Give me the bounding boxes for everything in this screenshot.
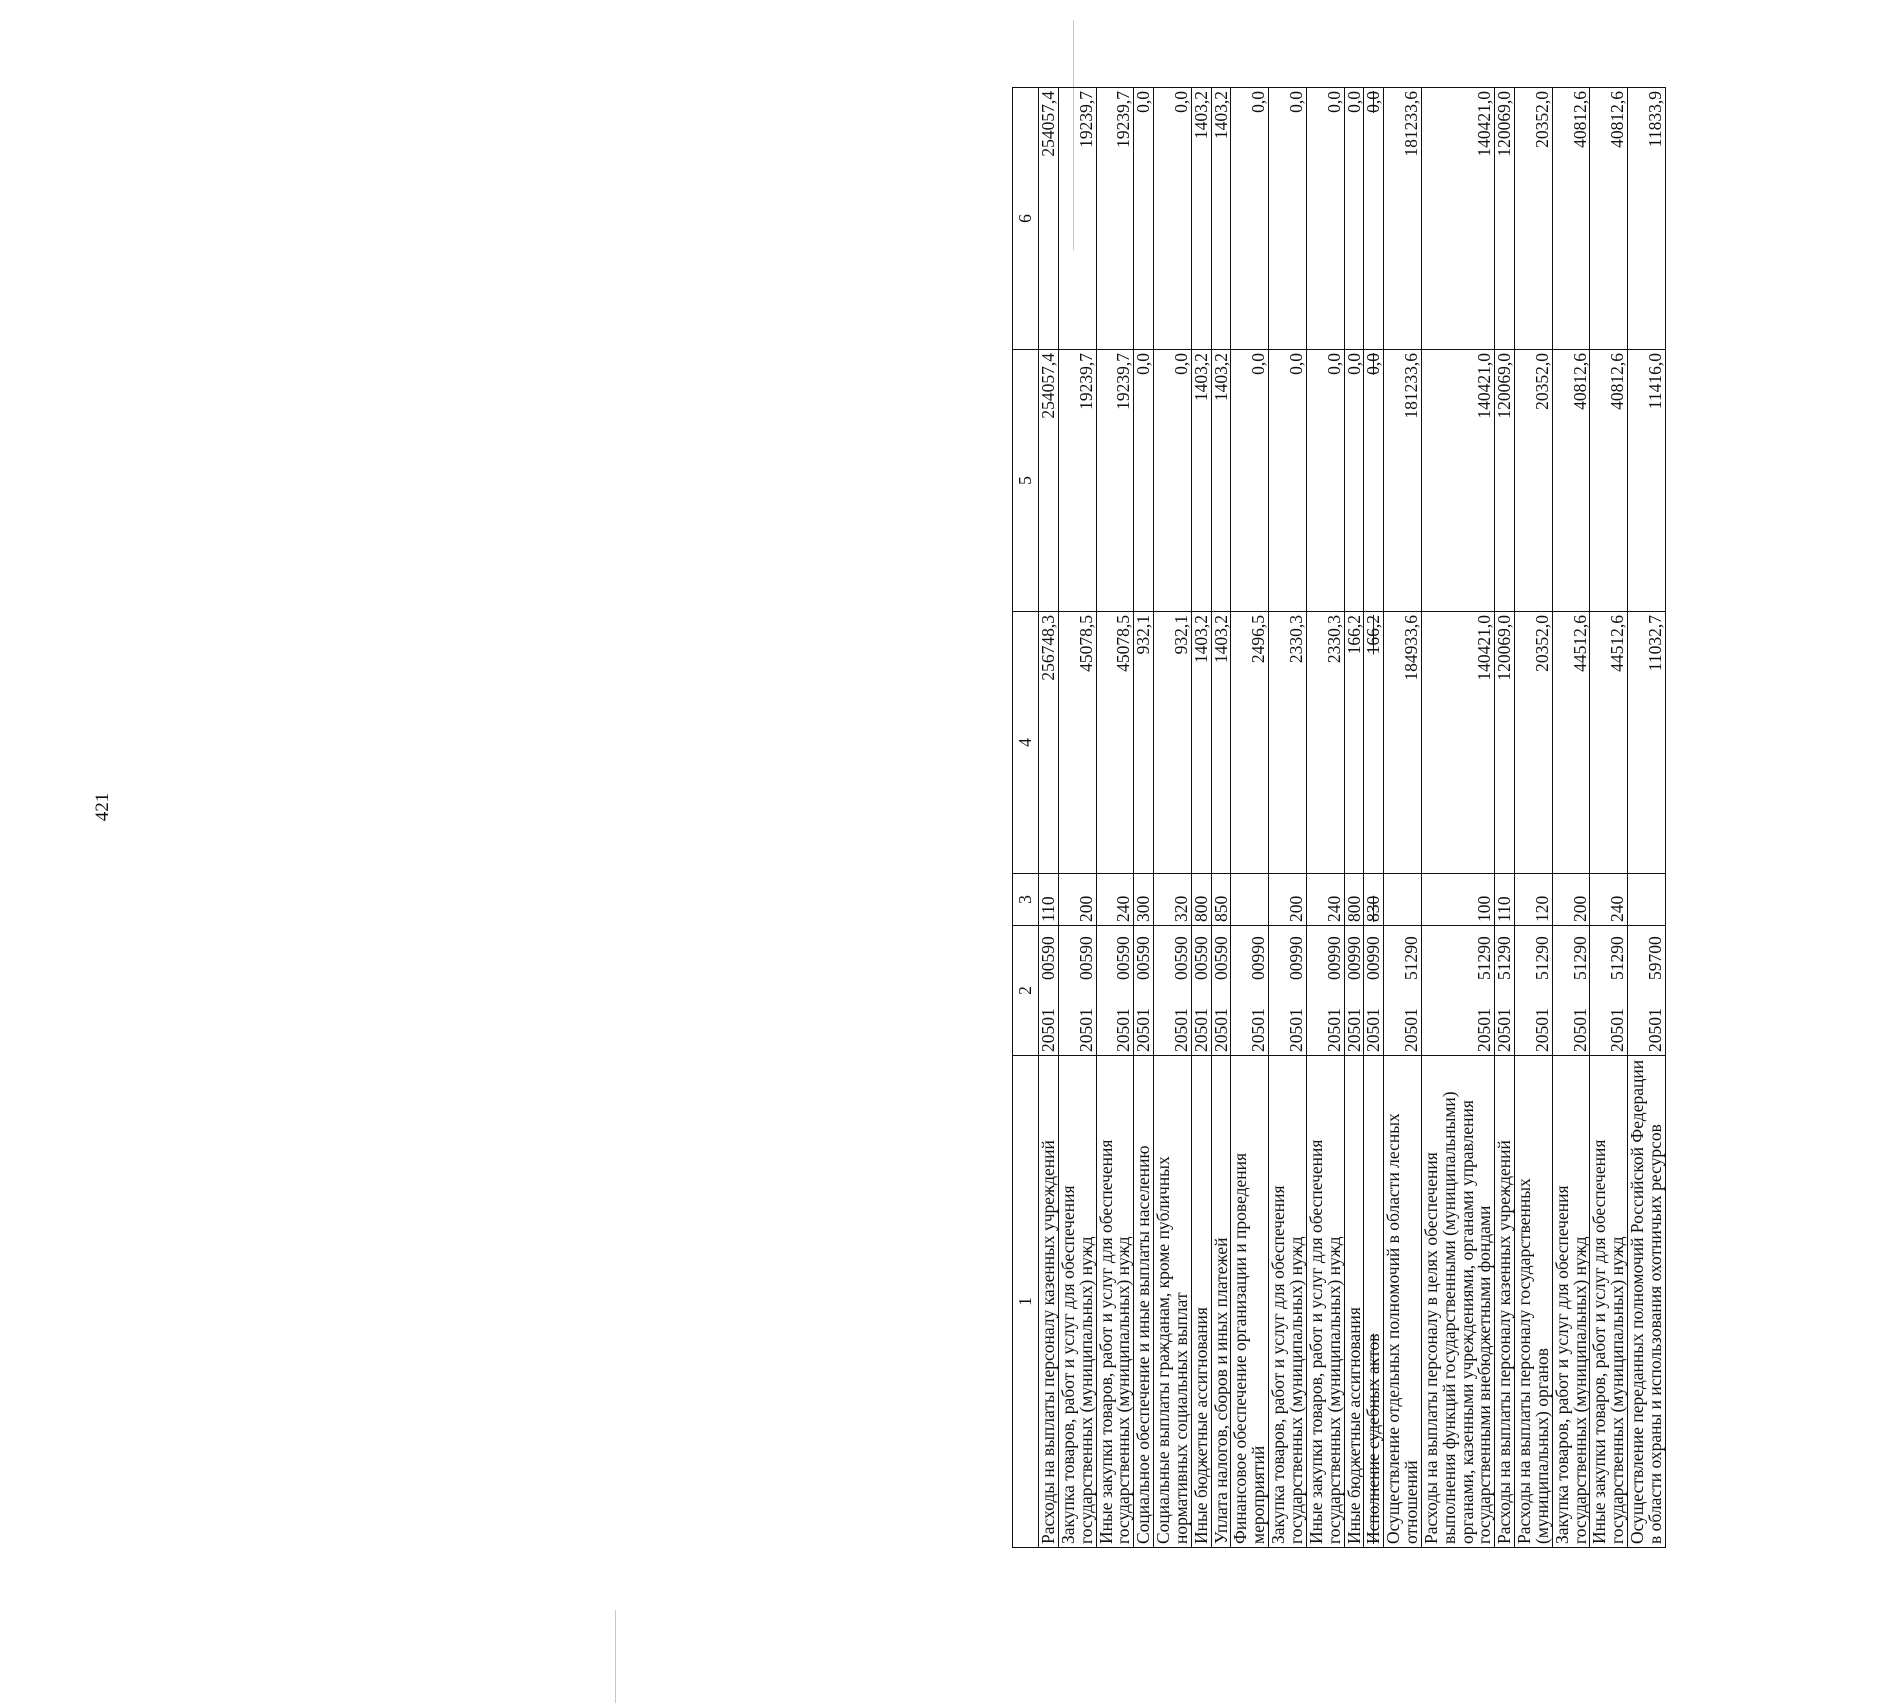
- cell-col-4: 932,1: [1134, 612, 1154, 874]
- cell-col-5: 19239,7: [1096, 350, 1134, 612]
- cell-col-6: 0,0: [1134, 88, 1154, 350]
- cell-col-4: 44512,6: [1590, 612, 1628, 874]
- cell-expense-type: 800: [1344, 874, 1364, 926]
- cell-name: Иные закупки товаров, работ и услуг для обеспечения государственных (муниципальных) нужд: [1590, 1056, 1628, 1548]
- header-col-5: 5: [1013, 350, 1039, 612]
- header-col-6: 6: [1013, 88, 1039, 350]
- cell-expense-type: 850: [1211, 874, 1231, 926]
- cell-col-5: 0,0: [1154, 350, 1192, 612]
- cell-name: Осуществление переданных полномочий Российской Федерации в области охраны и использования охотничьих ресурсов: [1628, 1056, 1666, 1548]
- code-part-b: 00590: [1190, 936, 1211, 980]
- table-row: [1306, 88, 1344, 1548]
- table-row: [1211, 88, 1231, 1548]
- cell-col-6: 0,0: [1306, 88, 1344, 350]
- table-row: [1421, 88, 1494, 1548]
- code-part-b: 51290: [1474, 936, 1495, 980]
- cell-col-5: 0,0: [1231, 350, 1269, 612]
- cell-expense-type: [1628, 874, 1666, 926]
- cell-col-5: 140421,0: [1421, 350, 1494, 612]
- cell-target-code: [1058, 926, 1096, 1056]
- code-part-a: 20501: [1133, 1008, 1154, 1052]
- cell-col-6: 40812,6: [1590, 88, 1628, 350]
- cell-col-6: 254057,4: [1039, 88, 1059, 350]
- cell-expense-type: 200: [1269, 874, 1307, 926]
- cell-name: Закупка товаров, работ и услуг для обеспечения государственных (муниципальных) нужд: [1552, 1056, 1590, 1548]
- cell-target-code: [1384, 926, 1422, 1056]
- cell-name: Иные закупки товаров, работ и услуг для обеспечения государственных (муниципальных) нужд: [1306, 1056, 1344, 1548]
- cell-name: Расходы на выплаты персоналу казенных учреждений: [1495, 1056, 1515, 1548]
- cell-expense-type: [1384, 874, 1422, 926]
- cell-target-code: [1421, 926, 1494, 1056]
- table-row: [1269, 88, 1307, 1548]
- page-number: 421: [92, 792, 113, 822]
- cell-expense-type: 120: [1515, 874, 1553, 926]
- cell-expense-type: 300: [1134, 874, 1154, 926]
- code-part-b: 00590: [1113, 936, 1134, 980]
- code-part-a: 20501: [1190, 1008, 1211, 1052]
- cell-expense-type: [1231, 874, 1269, 926]
- cell-expense-type: 320: [1154, 874, 1192, 926]
- table-row: [1134, 88, 1154, 1548]
- header-col-2: 2: [1013, 926, 1039, 1056]
- cell-name: Иные бюджетные ассигнования: [1344, 1056, 1364, 1548]
- cell-col-4: 20352,0: [1515, 612, 1553, 874]
- cell-col-4: 2330,3: [1306, 612, 1344, 874]
- code-part-b: 00990: [1363, 936, 1384, 980]
- code-part-a: 20501: [1038, 1008, 1058, 1052]
- cell-name: Уплата налогов, сборов и иных платежей: [1211, 1056, 1231, 1548]
- cell-target-code: [1628, 926, 1666, 1056]
- code-part-b: 51290: [1401, 936, 1422, 980]
- cell-expense-type: 240: [1306, 874, 1344, 926]
- cell-col-5: 40812,6: [1552, 350, 1590, 612]
- cell-col-6: 0,0: [1154, 88, 1192, 350]
- cell-col-5: 0,0: [1306, 350, 1344, 612]
- cell-target-code: [1269, 926, 1307, 1056]
- table-row: [1552, 88, 1590, 1548]
- table-row: [1384, 88, 1422, 1548]
- header-col-4: 4: [1013, 612, 1039, 874]
- cell-name: Расходы на выплаты персоналу государственных (муниципальных) органов: [1515, 1056, 1553, 1548]
- cell-name: Исполнение судебных актов: [1364, 1056, 1384, 1548]
- table-row: [1058, 88, 1096, 1548]
- code-part-a: 20501: [1474, 1008, 1495, 1052]
- table-row: [1039, 88, 1059, 1548]
- cell-col-5: 1403,2: [1191, 350, 1211, 612]
- code-part-a: 20501: [1569, 1008, 1590, 1052]
- budget-table-body: [1013, 88, 1666, 1548]
- cell-col-4: 2496,5: [1231, 612, 1269, 874]
- cell-name: Закупка товаров, работ и услуг для обеспечения государственных (муниципальных) нужд: [1058, 1056, 1096, 1548]
- code-part-b: 51290: [1569, 936, 1590, 980]
- code-part-b: 00590: [1210, 936, 1231, 980]
- cell-col-4: 140421,0: [1421, 612, 1494, 874]
- cell-name: Расходы на выплаты персоналу в целях обеспечения выполнения функций государственными (муниципальными) органами, казенными учреждениями, органами управления государственными внебюджетными фондами: [1421, 1056, 1494, 1548]
- cell-name: Социальное обеспечение и иные выплаты населению: [1134, 1056, 1154, 1548]
- cell-expense-type: 200: [1552, 874, 1590, 926]
- code-part-a: 20501: [1531, 1008, 1552, 1052]
- cell-target-code: [1134, 926, 1154, 1056]
- cell-col-5: 0,0: [1364, 350, 1384, 612]
- cell-col-4: 45078,5: [1058, 612, 1096, 874]
- code-part-a: 20501: [1323, 1008, 1344, 1052]
- cell-target-code: [1306, 926, 1344, 1056]
- code-part-b: 00990: [1323, 936, 1344, 980]
- code-part-a: 20501: [1075, 1008, 1096, 1052]
- cell-name: Финансовое обеспечение организации и проведения мероприятий: [1231, 1056, 1269, 1548]
- cell-col-6: 11833,9: [1628, 88, 1666, 350]
- cell-col-6: 1403,2: [1211, 88, 1231, 350]
- cell-col-6: 181233,6: [1384, 88, 1422, 350]
- table-row: [1344, 88, 1364, 1548]
- code-part-b: 51290: [1607, 936, 1628, 980]
- code-part-a: 20501: [1343, 1008, 1364, 1052]
- cell-col-6: 0,0: [1231, 88, 1269, 350]
- cell-col-4: 120069,0: [1495, 612, 1515, 874]
- cell-col-6: 1403,2: [1191, 88, 1211, 350]
- cell-expense-type: 800: [1191, 874, 1211, 926]
- code-part-a: 20501: [1645, 1008, 1665, 1052]
- code-part-b: 00590: [1075, 936, 1096, 980]
- cell-name: Расходы на выплаты персоналу казенных учреждений: [1039, 1056, 1059, 1548]
- cell-expense-type: 240: [1590, 874, 1628, 926]
- table-row: [1364, 88, 1384, 1548]
- cell-col-4: 1403,2: [1191, 612, 1211, 874]
- cell-expense-type: 110: [1039, 874, 1059, 926]
- cell-col-5: 254057,4: [1039, 350, 1059, 612]
- cell-name: Иные закупки товаров, работ и услуг для обеспечения государственных (муниципальных) нужд: [1096, 1056, 1134, 1548]
- cell-name: Иные бюджетные ассигнования: [1191, 1056, 1211, 1548]
- code-part-b: 00990: [1285, 936, 1306, 980]
- cell-col-5: 1403,2: [1211, 350, 1231, 612]
- header-col-1: 1: [1013, 1056, 1039, 1548]
- code-part-b: 51290: [1531, 936, 1552, 980]
- budget-table: [1012, 87, 1666, 1548]
- cell-target-code: [1211, 926, 1231, 1056]
- cell-col-6: 0,0: [1269, 88, 1307, 350]
- cell-target-code: [1039, 926, 1059, 1056]
- cell-target-code: [1495, 926, 1515, 1056]
- code-part-a: 20501: [1113, 1008, 1134, 1052]
- cell-target-code: [1590, 926, 1628, 1056]
- code-part-a: 20501: [1210, 1008, 1231, 1052]
- cell-col-5: 0,0: [1134, 350, 1154, 612]
- cell-col-5: 181233,6: [1384, 350, 1422, 612]
- cell-expense-type: 240: [1096, 874, 1134, 926]
- cell-col-5: 11416,0: [1628, 350, 1666, 612]
- code-part-b: 00990: [1248, 936, 1269, 980]
- table-row: [1231, 88, 1269, 1548]
- code-part-a: 20501: [1248, 1008, 1269, 1052]
- cell-col-4: 44512,6: [1552, 612, 1590, 874]
- cell-col-6: 140421,0: [1421, 88, 1494, 350]
- cell-col-5: 120069,0: [1495, 350, 1515, 612]
- cell-col-6: 120069,0: [1495, 88, 1515, 350]
- cell-col-4: 166,2: [1364, 612, 1384, 874]
- cell-col-5: 0,0: [1269, 350, 1307, 612]
- cell-col-4: 11032,7: [1628, 612, 1666, 874]
- cell-target-code: [1552, 926, 1590, 1056]
- code-part-a: 20501: [1401, 1008, 1422, 1052]
- cell-expense-type: 110: [1495, 874, 1515, 926]
- code-part-a: 20501: [1363, 1008, 1384, 1052]
- code-part-a: 20501: [1170, 1008, 1191, 1052]
- table-row: [1191, 88, 1211, 1548]
- cell-target-code: [1231, 926, 1269, 1056]
- code-part-b: 59700: [1645, 936, 1665, 980]
- cell-col-5: 20352,0: [1515, 350, 1553, 612]
- code-part-b: 00590: [1038, 936, 1058, 980]
- cell-name: Социальные выплаты гражданам, кроме публичных нормативных социальных выплат: [1154, 1056, 1192, 1548]
- cell-col-5: 40812,6: [1590, 350, 1628, 612]
- cell-col-4: 166,2: [1344, 612, 1364, 874]
- cell-expense-type: 200: [1058, 874, 1096, 926]
- cell-col-6: 19239,7: [1096, 88, 1134, 350]
- cell-name: Осуществление отдельных полномочий в области лесных отношений: [1384, 1056, 1422, 1548]
- cell-col-6: 19239,7: [1058, 88, 1096, 350]
- cell-target-code: [1096, 926, 1134, 1056]
- cell-col-6: 0,0: [1364, 88, 1384, 350]
- table-header-row: [1013, 88, 1039, 1548]
- header-col-3: 3: [1013, 874, 1039, 926]
- code-part-a: 20501: [1494, 1008, 1515, 1052]
- table-row: [1096, 88, 1134, 1548]
- cell-expense-type: 100: [1421, 874, 1494, 926]
- cell-col-4: 1403,2: [1211, 612, 1231, 874]
- cell-col-4: 256748,3: [1039, 612, 1059, 874]
- cell-col-5: 0,0: [1344, 350, 1364, 612]
- code-part-b: 00590: [1170, 936, 1191, 980]
- cell-col-6: 20352,0: [1515, 88, 1553, 350]
- cell-target-code: [1154, 926, 1192, 1056]
- code-part-a: 20501: [1607, 1008, 1628, 1052]
- code-part-b: 00590: [1133, 936, 1154, 980]
- cell-name: Закупка товаров, работ и услуг для обеспечения государственных (муниципальных) нужд: [1269, 1056, 1307, 1548]
- cell-col-4: 2330,3: [1269, 612, 1307, 874]
- cell-expense-type: 830: [1364, 874, 1384, 926]
- code-part-b: 51290: [1494, 936, 1515, 980]
- table-row: [1590, 88, 1628, 1548]
- cell-col-6: 0,0: [1344, 88, 1364, 350]
- scan-artifact-line: [615, 1610, 616, 1703]
- cell-target-code: [1344, 926, 1364, 1056]
- cell-col-4: 45078,5: [1096, 612, 1134, 874]
- code-part-a: 20501: [1285, 1008, 1306, 1052]
- cell-target-code: [1515, 926, 1553, 1056]
- cell-target-code: [1364, 926, 1384, 1056]
- table-row: [1495, 88, 1515, 1548]
- code-part-b: 00990: [1343, 936, 1364, 980]
- table-row: [1515, 88, 1553, 1548]
- cell-col-4: 184933,6: [1384, 612, 1422, 874]
- cell-col-5: 19239,7: [1058, 350, 1096, 612]
- cell-target-code: [1191, 926, 1211, 1056]
- cell-col-4: 932,1: [1154, 612, 1192, 874]
- budget-table-rotated: [1012, 88, 1892, 1548]
- cell-col-6: 40812,6: [1552, 88, 1590, 350]
- table-row: [1628, 88, 1666, 1548]
- table-row: [1154, 88, 1192, 1548]
